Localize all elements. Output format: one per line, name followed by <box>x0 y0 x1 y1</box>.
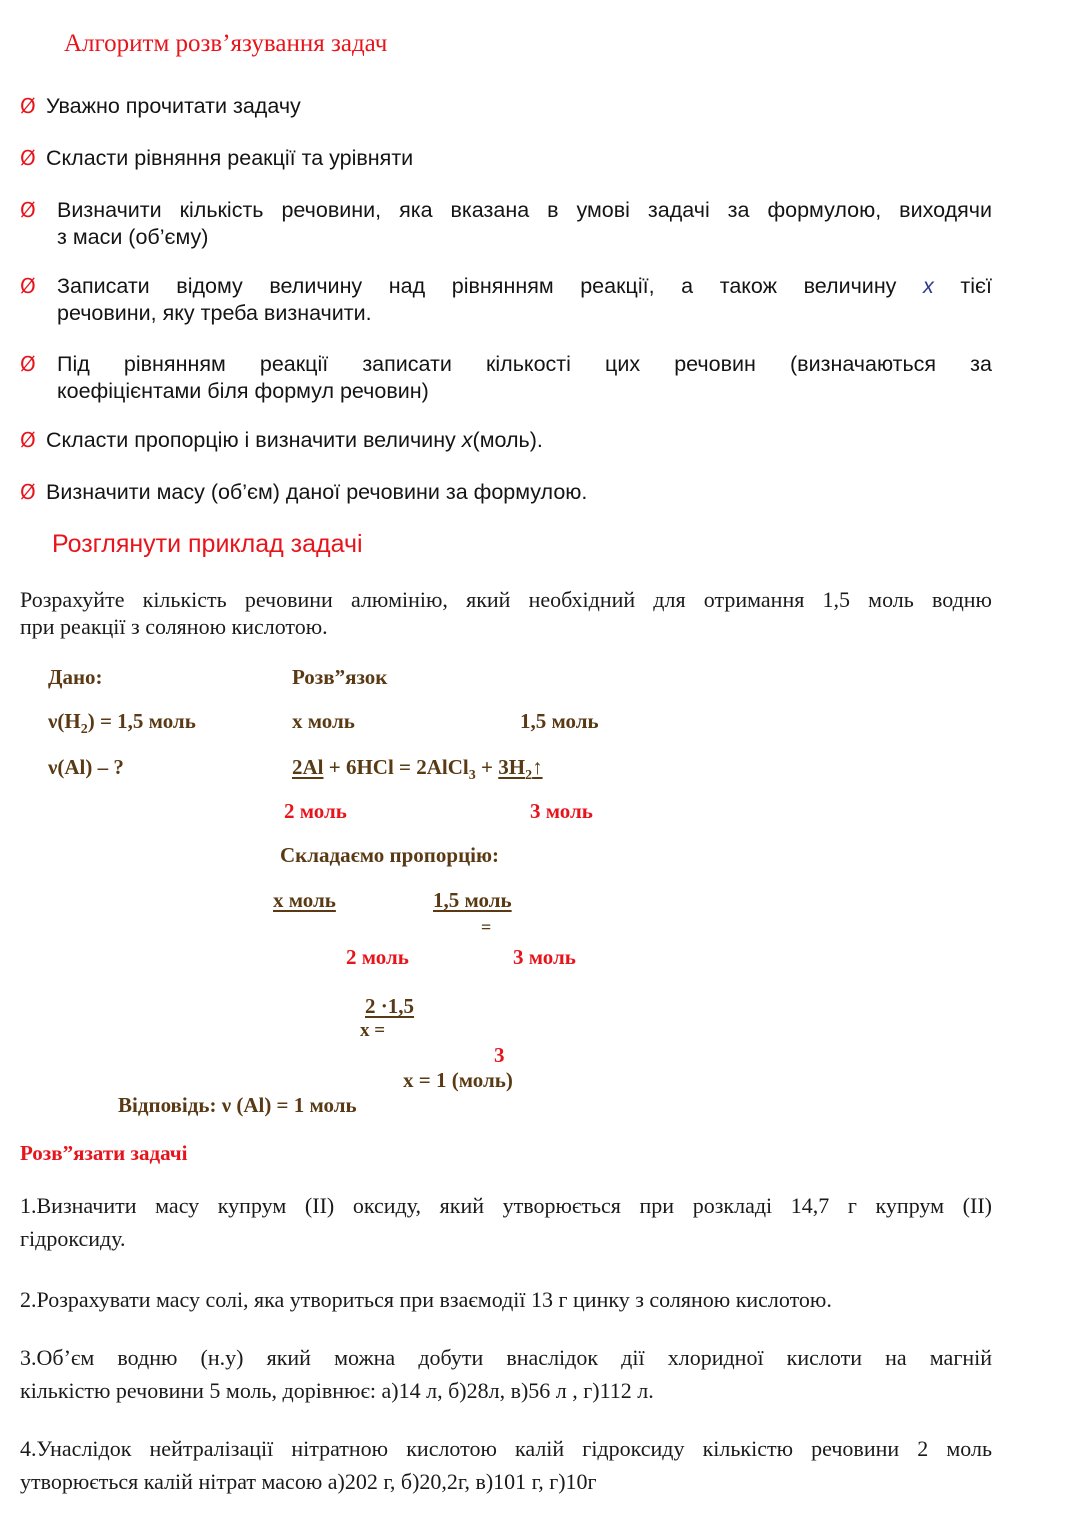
bullet-item <box>20 427 992 454</box>
task-item: 3.Об’єм водню (н.у) який можна добути внаслідок дії хлоридної кислоти на магній кількістю речовини 5 моль, дорівнює: а)14 л, б)28л, в)56 л , г)112 л. <box>20 1345 992 1403</box>
solution-label: Розв”язок <box>292 665 388 689</box>
below-al: 2 моль <box>284 799 347 823</box>
tasks-heading: Розв”язати задачі <box>20 1141 188 1165</box>
bullet-text-line1: Під рівнянням реакції записати кількості цих речовин (визначаються за <box>57 352 992 376</box>
task-item: 2.Розрахувати масу солі, яка утвориться при взаємодії 13 г цинку з соляною кислотою. <box>20 1287 832 1312</box>
bullet-text-line2: речовини, яку треба визначити. <box>57 301 372 325</box>
above-h2: 1,5 моль <box>520 709 599 733</box>
proportion-h2: 1,5 моль <box>433 888 512 912</box>
proportion-x: х моль <box>273 888 336 912</box>
task-item: 1.Визначити масу купрум (ІІ) оксиду, який утворюється при розкладі 14,7 г купрум (ІІ) гідроксиду. <box>20 1193 992 1251</box>
bullet-marker-icon: Ø <box>20 428 36 452</box>
bullet-text: Скласти рівняння реакції та урівняти <box>46 146 414 170</box>
calc-result: x = 1 (моль) <box>403 1068 513 1092</box>
below-h2: 3 моль <box>530 799 593 823</box>
variable-x: x <box>461 428 473 452</box>
bullet-marker-icon: Ø <box>20 480 36 504</box>
given-h2: $\nu(H_2) = 1,5$ моль <box>48 709 196 737</box>
problem-line2: при реакції з соляною кислотою. <box>20 614 328 639</box>
above-al: х моль <box>292 709 355 733</box>
answer: Відповідь: ν (Al) = 1 моль <box>118 1093 357 1117</box>
bullet-item <box>20 145 992 172</box>
bullet-marker-icon: Ø <box>20 274 36 298</box>
bullet-text-line1: Записати відому величину над рівнянням реакції, а також величину x тієї <box>57 274 992 298</box>
problem-statement <box>20 586 992 640</box>
variable-x: x <box>923 274 934 298</box>
problem-line1: Розрахуйте кількість речовини алюмінію, який необхідний для отримання 1,5 моль водню <box>20 587 992 612</box>
bullet-item <box>20 351 992 405</box>
bullet-marker-icon: Ø <box>20 352 36 376</box>
proportion-3: 3 моль <box>513 945 576 969</box>
bullet-text: Уважно прочитати задачу <box>46 94 301 118</box>
bullet-item <box>20 197 992 251</box>
bullet-text-line2: з маси (об’єму) <box>57 225 209 249</box>
page-title: Алгоритм розв’язування задач <box>64 30 388 57</box>
calc-x: x = <box>360 1020 386 1041</box>
bullet-item <box>20 479 992 506</box>
proportion-label: Складаємо пропорцію: <box>280 843 500 867</box>
given-label: Дано: <box>48 665 103 689</box>
bullet-text-line2: коефіцієнтами біля формул речовин) <box>57 379 429 403</box>
bullet-text: Скласти пропорцію і визначити величину x(моль). <box>46 428 543 452</box>
bullet-text-line1: Визначити кількість речовини, яка вказана в умові задачі за формулою, виходячи <box>57 198 992 222</box>
given-al: ν(Al) – ? <box>48 755 124 779</box>
task-item: 4.Унаслідок нейтралізації нітратною кислотою калій гідроксиду кількістю речовини 2 моль утворюється калій нітрат масою а)202 г, б)20,2г, в)101 г, г)10г <box>20 1436 992 1494</box>
reaction-equation: 2Al + 6HCl = 2AlCl$_3$ + $3H_2↑$ <box>292 755 543 783</box>
example-heading: Розглянути приклад задачі <box>52 530 363 558</box>
bullet-text: Визначити масу (об’єм) даної речовини за формулою. <box>46 480 588 504</box>
bullet-marker-icon: Ø <box>20 198 36 222</box>
calc-numerator: 2 ·1,5 <box>365 994 415 1018</box>
proportion-2: 2 моль <box>346 945 409 969</box>
bullet-item <box>20 273 992 327</box>
bullet-item <box>20 93 992 120</box>
proportion-equals: = <box>481 917 492 937</box>
bullet-marker-icon: Ø <box>20 94 36 118</box>
calc-denominator: 3 <box>494 1043 505 1067</box>
bullet-marker-icon: Ø <box>20 146 36 170</box>
